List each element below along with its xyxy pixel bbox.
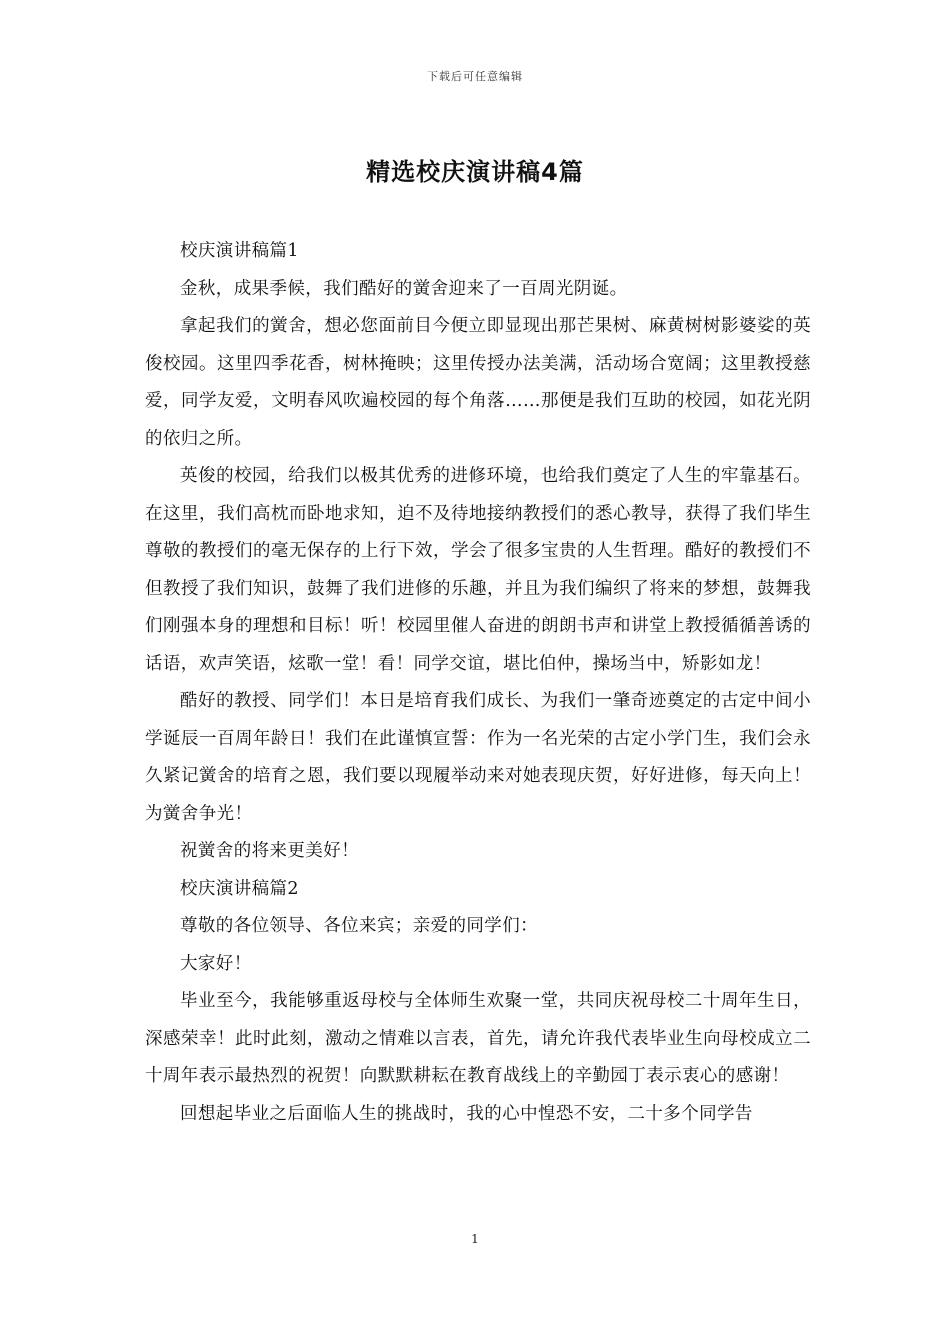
document-body	[145, 233, 811, 1133]
paragraph: 英俊的校园，给我们以极其优秀的进修环境，也给我们奠定了人生的牢靠基石。在这里，我们高枕而卧地求知，迫不及待地接纳教授们的悉心教导，获得了我们毕生尊敬的教授们的毫无保存的上行下效，学会了很多宝贵的人生哲理。酷好的教授们不但教授了我们知识，鼓舞了我们进修的乐趣，并且为我们编织了将来的梦想，鼓舞我们刚强本身的理想和目标！听！校园里催人奋进的朗朗书声和讲堂上教授循循善诱的话语，欢声笑语，炫歌一堂！看！同学交谊，堪比伯仲，操场当中，矫影如龙！	[145, 466, 811, 674]
paragraph: 酷好的教授、同学们！本日是培育我们成长、为我们一肇奇迹奠定的古定中间小学诞辰一百周年龄日！我们在此谨慎宣誓：作为一名光荣的古定小学门生，我们会永久紧记黉舍的培育之恩，我们要以现履举动来对她表现庆贺，好好进修，每天向上！为黉舍争光！	[145, 691, 811, 824]
paragraph: 祝黉舍的将来更美好！	[180, 841, 359, 861]
salutation: 尊敬的各位领导、各位来宾；亲爱的同学们：	[180, 916, 538, 936]
paragraph: 毕业至今，我能够重返母校与全体师生欢聚一堂，共同庆祝母校二十周年生日，深感荣幸！此时此刻，激动之情难以言表，首先，请允许我代表毕业生向母校成立二十周年表示最热烈的祝贺！向默默耕耘在教育战线上的辛勤园丁表示衷心的感谢！	[145, 991, 811, 1086]
paragraph: 金秋，成果季候，我们酷好的黉舍迎来了一百周光阴诞。	[180, 278, 628, 299]
paragraph: 拿起我们的黉舍，想必您面前目今便立即显现出那芒果树、麻黄树树影婆娑的英俊校园。这里四季花香，树林掩映；这里传授办法美满，活动场合宽阔；这里教授慈爱，同学友爱，文明春风吹遍校园的每个角落……那便是我们互助的校园，如花光阴的依归之所。	[145, 316, 811, 449]
paragraph: 回想起毕业之后面临人生的挑战时，我的心中惶恐不安，二十多个同学告	[180, 1103, 753, 1124]
greeting: 大家好！	[180, 953, 252, 974]
page-header-note: 下载后可任意编辑	[427, 70, 523, 83]
page-number: 1	[471, 1232, 479, 1246]
document-title: 精选校庆演讲稿4篇	[366, 158, 584, 186]
section-heading-1: 校庆演讲稿篇1	[180, 241, 299, 261]
section-heading-2: 校庆演讲稿篇2	[180, 878, 299, 899]
